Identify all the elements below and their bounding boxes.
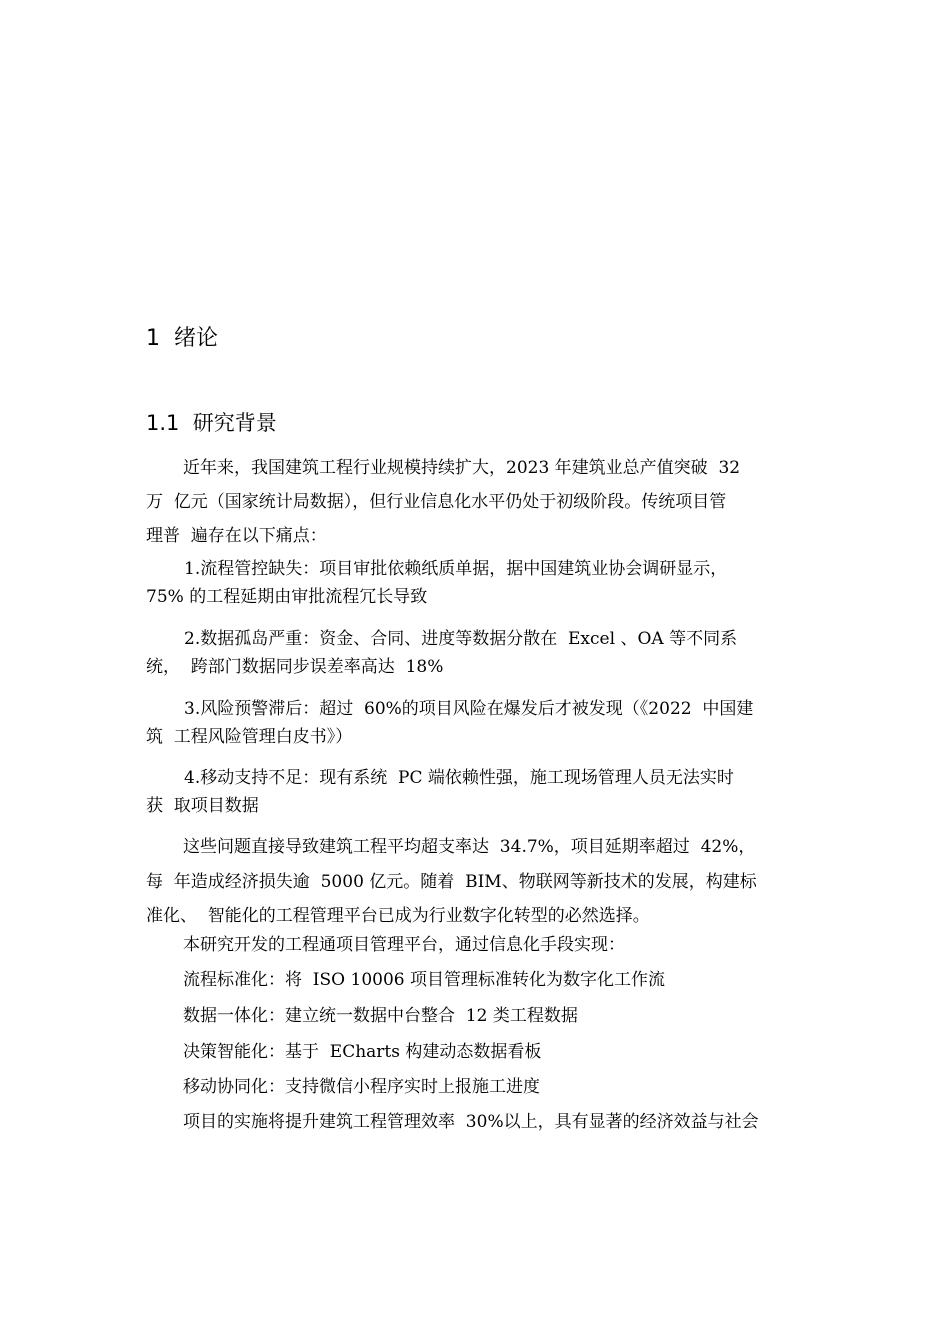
goal-item-3: 决策智能化：基于 ECharts 构建动态数据看板 <box>183 1042 542 1062</box>
paragraph-intro-line-2: 万 亿元（国家统计局数据），但行业信息化水平仍处于初级阶段。传统项目管 <box>146 492 727 512</box>
pain-point-2-line-1: 2.数据孤岛严重：资金、合同、进度等数据分散在 Excel 、OA 等不同系 <box>184 629 738 649</box>
goal-item-2: 数据一体化：建立统一数据中台整合 12 类工程数据 <box>183 1006 578 1026</box>
paragraph-platform: 本研究开发的工程通项目管理平台，通过信息化手段实现： <box>183 935 625 955</box>
paragraph-intro-line-1: 近年来，我国建筑工程行业规模持续扩大，2023 年建筑业总产值突破 32 <box>183 458 741 478</box>
pain-point-3-line-2: 筑 工程风险管理白皮书》） <box>146 727 353 747</box>
pain-point-4-line-2: 获 取项目数据 <box>146 796 259 816</box>
pain-point-1-line-2: 75% 的工程延期由审批流程冗长导致 <box>146 587 428 607</box>
goal-item-4: 移动协同化：支持微信小程序实时上报施工进度 <box>183 1077 540 1097</box>
pain-point-2-line-2: 统， 跨部门数据同步误差率高达 18% <box>146 657 444 677</box>
paragraph-impact-line-1: 这些问题直接导致建筑工程平均超支率达 34.7%，项目延期率超过 42%， <box>183 837 756 857</box>
pain-point-4-line-1: 4.移动支持不足：现有系统 PC 端依赖性强，施工现场管理人员无法实时 <box>184 768 734 788</box>
pain-point-3-line-1: 3.风险预警滞后：超过 60%的项目风险在爆发后才被发现（《2022 中国建 <box>184 699 754 719</box>
paragraph-benefit-line-1: 项目的实施将提升建筑工程管理效率 30%以上，具有显著的经济效益与社会 <box>183 1112 759 1132</box>
pain-point-1-line-1: 1.流程管控缺失：项目审批依赖纸质单据，据中国建筑业协会调研显示， <box>184 559 728 579</box>
section-heading: 1.1 研究背景 <box>146 411 277 435</box>
chapter-heading: 1 绪论 <box>146 326 218 351</box>
paragraph-impact-line-2: 每 年造成经济损失逾 5000 亿元。随着 BIM、物联网等新技术的发展，构建标 <box>146 872 757 892</box>
goal-item-1: 流程标准化：将 ISO 10006 项目管理标准转化为数字化工作流 <box>183 970 665 990</box>
paragraph-intro-line-3: 理普 遍存在以下痛点： <box>146 526 327 546</box>
paragraph-impact-line-3: 准化、 智能化的工程管理平台已成为行业数字化转型的必然选择。 <box>146 906 650 926</box>
